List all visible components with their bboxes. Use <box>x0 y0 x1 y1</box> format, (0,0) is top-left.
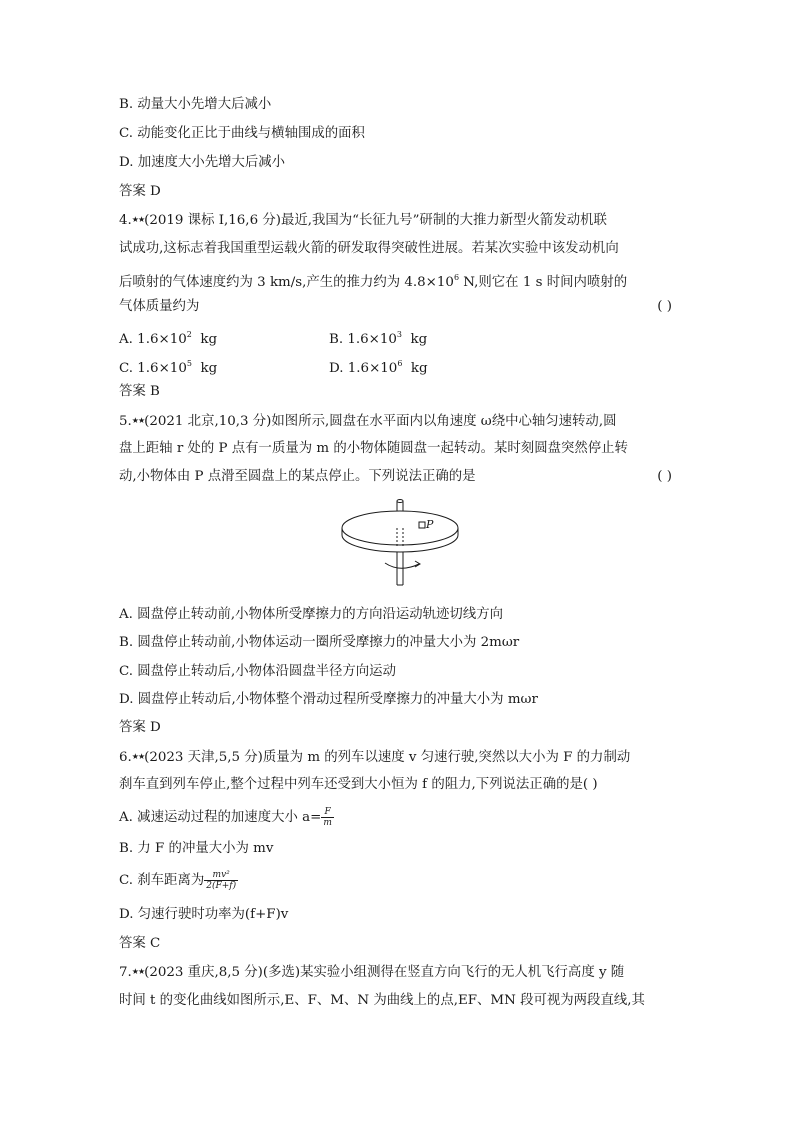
fraction-numerator: F <box>321 807 334 818</box>
q7-number: 7. <box>119 965 132 980</box>
q3-answer: 答案 D <box>119 184 161 199</box>
q4-line2: 试成功,这标志着我国重型运载火箭的研发取得突破性进展。若某次实验中该发动机向 <box>119 241 619 256</box>
q5-line2: 盘上距轴 r 处的 P 点有一质量为 m 的小物体随圆盘一起转动。某时刻圆盘突然停止转 <box>119 441 628 456</box>
disk-top <box>342 511 458 545</box>
q4-option-d-unit: kg <box>402 361 428 376</box>
q6-answer: 答案 C <box>119 936 161 951</box>
difficulty-stars-icon: ★★ <box>131 967 145 976</box>
q3-option-c: C. 动能变化正比于曲线与横轴围成的面积 <box>119 126 365 141</box>
q7-text-1: (2023 重庆,8,5 分)(多选)某实验小组测得在竖直方向飞行的无人机飞行高度 y 随 <box>144 965 625 980</box>
q4-line1 <box>119 211 607 230</box>
q6-number: 6. <box>119 750 132 765</box>
q4-text-1: (2019 课标 I,16,6 分)最近,我国为“长征九号”研制的大推力新型火箭发动机联 <box>144 213 607 228</box>
q4-text-3a: 后喷射的气体速度约为 3 km/s,产生的推力约为 4.8×10 <box>119 275 454 290</box>
q6-option-c-text: C. 刹车距离为 <box>119 873 205 888</box>
q4-answer: 答案 B <box>119 384 160 399</box>
q5-option-a: A. 圆盘停止转动前,小物体所受摩擦力的方向沿运动轨迹切线方向 <box>119 607 503 622</box>
q4-option-a <box>119 326 217 349</box>
rotation-arrowhead <box>415 561 420 567</box>
q6-option-a-text: A. 减速运动过程的加速度大小 a= <box>119 810 322 825</box>
difficulty-stars-icon: ★★ <box>131 416 145 425</box>
q4-exponent: 6 <box>453 273 460 282</box>
q6-line2: 刹车直到列车停止,整个过程中列车还受到大小恒为 f 的阻力,下列说法正确的是( ) <box>119 777 598 792</box>
q4-answer-blank: ( ) <box>657 299 672 314</box>
axle-cap <box>397 500 403 503</box>
q6-option-d: D. 匀速行驶时功率为(f+F)v <box>119 907 289 922</box>
q5-line3 <box>119 468 672 486</box>
q5-text-1: (2021 北京,10,3 分)如图所示,圆盘在水平面内以角速度 ω绕中心轴匀速转动,圆 <box>144 414 617 429</box>
q3-option-d: D. 加速度大小先增大后减小 <box>119 155 286 170</box>
q5-option-b: B. 圆盘停止转动前,小物体运动一圈所受摩擦力的冲量大小为 2mωr <box>119 635 520 650</box>
q5-option-c: C. 圆盘停止转动后,小物体沿圆盘半径方向运动 <box>119 664 396 679</box>
q5-number: 5. <box>119 414 132 429</box>
q6-option-b: B. 力 F 的冲量大小为 mv <box>119 841 274 856</box>
q7-line1 <box>119 963 624 982</box>
fraction-numerator: mv² <box>204 870 238 881</box>
fraction-braking-distance <box>204 870 238 891</box>
fraction-f-over-m <box>321 807 334 828</box>
q6-option-a <box>119 807 334 828</box>
q4-option-c-exp: 5 <box>186 359 192 368</box>
q4-option-b-exp: 3 <box>396 330 403 339</box>
q4-option-a-unit: kg <box>191 332 218 347</box>
rotation-arrow <box>385 563 419 568</box>
q4-option-d <box>329 355 428 378</box>
q4-line3 <box>119 269 627 292</box>
difficulty-stars-icon: ★★ <box>131 752 145 761</box>
q4-text-3b: N,则它在 1 s 时间内喷射的 <box>459 275 628 290</box>
q4-line4 <box>119 298 672 316</box>
q4-option-d-text: D. 1.6×10 <box>329 361 398 376</box>
q4-option-b-unit: kg <box>402 332 428 347</box>
q4-option-c-unit: kg <box>191 361 218 376</box>
q4-number: 4. <box>119 213 132 228</box>
q5-answer: 答案 D <box>119 720 161 735</box>
q5-line1 <box>119 412 616 431</box>
q4-text-4: 气体质量约为 <box>119 299 200 314</box>
rotating-disk-figure <box>335 497 465 587</box>
difficulty-stars-icon: ★★ <box>131 215 145 224</box>
q6-option-c <box>119 870 238 891</box>
q7-line2: 时间 t 的变化曲线如图所示,E、F、M、N 为曲线上的点,EF、MN 段可视为两段直线,其 <box>119 993 645 1008</box>
q4-option-d-exp: 6 <box>397 359 403 368</box>
q5-text-3: 动,小物体由 P 点滑至圆盘上的某点停止。下列说法正确的是 <box>119 469 476 484</box>
q4-option-b <box>329 326 427 349</box>
q6-line1 <box>119 748 630 767</box>
point-p-label: P <box>426 518 434 531</box>
q5-option-d: D. 圆盘停止转动后,小物体整个滑动过程所受摩擦力的冲量大小为 mωr <box>119 692 538 707</box>
q4-option-c-text: C. 1.6×10 <box>119 361 187 376</box>
q4-option-a-text: A. 1.6×10 <box>119 332 187 347</box>
fraction-denominator: 2(F+f) <box>206 881 237 891</box>
q6-text-1: (2023 天津,5,5 分)质量为 m 的列车以速度 v 匀速行驶,突然以大小为 F 的力制动 <box>144 750 631 765</box>
q4-option-a-exp: 2 <box>186 330 192 339</box>
fraction-denominator: m <box>323 818 332 828</box>
q4-option-c <box>119 355 217 378</box>
q5-answer-blank: ( ) <box>657 469 672 484</box>
q4-option-b-text: B. 1.6×10 <box>329 332 397 347</box>
q3-option-b: B. 动量大小先增大后减小 <box>119 97 272 112</box>
